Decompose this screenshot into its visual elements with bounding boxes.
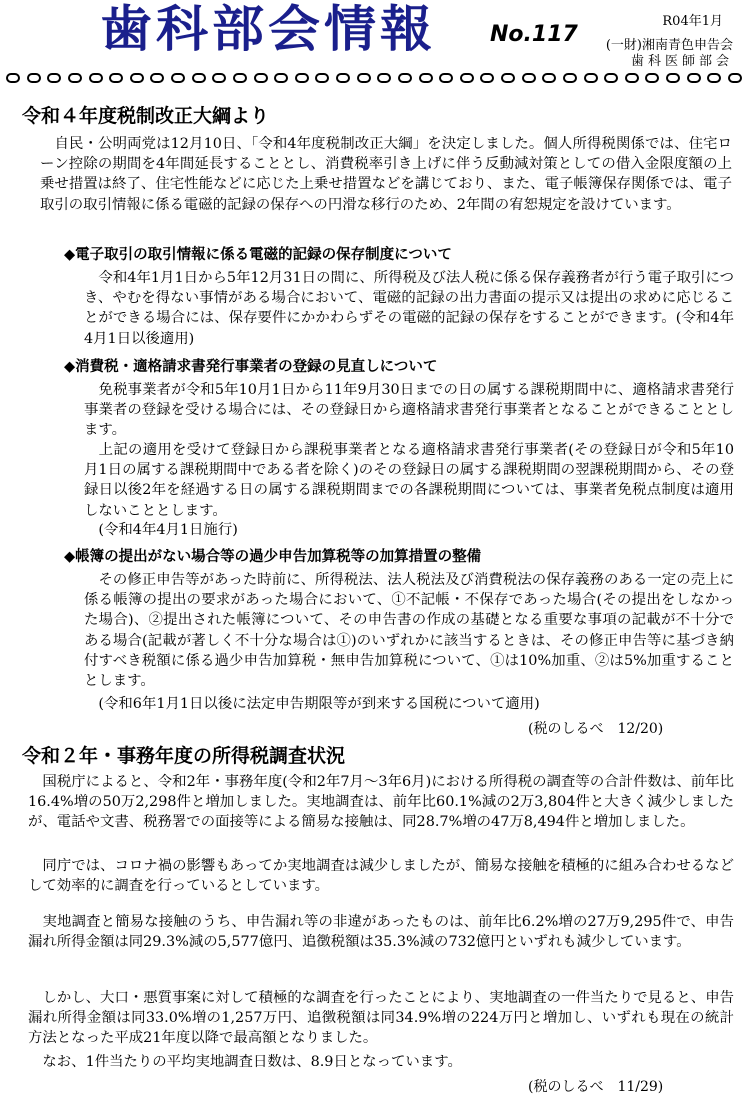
border-ornament [563, 73, 577, 83]
border-ornament [480, 73, 494, 83]
section1-heading: 令和４年度税制改正大綱より [22, 105, 270, 127]
section1-source: (税のしるべ 12/20) [528, 721, 664, 737]
border-ornament [357, 73, 371, 83]
border-ornament [645, 73, 659, 83]
border-ornament [584, 73, 598, 83]
section1-item2-body: 免税事業者が令和5年10月1日から11年9月30日までの日の属する課税期間中に、適格請求書発行事業者の登録を受ける場合には、その登録日から適格請求書発行事業者となることができることとします。 [84, 382, 734, 439]
border-ornament [212, 73, 226, 83]
border-ornament [707, 73, 721, 83]
section1-item2-body2: 上記の適用を受けて登録日から課税事業者となる適格請求書発行事業者(その登録日が令和5年10月1日の属する課税期間中である者を除く)のその登録日の属する課税期間の翌課税期間から、その登録日以後2年を経過する日の属する課税期間までの各課税期間については、事業者免税点制度は適用しないこととします。 [84, 442, 734, 519]
border-ornament [150, 73, 164, 83]
publisher-name: (一財)湘南青色申告会 [605, 38, 733, 53]
border-ornament [460, 73, 474, 83]
border-ornament [192, 73, 206, 83]
section1-item3-body: その修正申告等があった時前に、所得税法、法人税法及び消費税法の保存義務のある一定の売上に係る帳簿の提出の要求があった場合において、①不記帳・不保存であった場合(その提出をしなかった場合)、②提出された帳簿について、その申告書の作成の基礎となる重要な事項の記載が不十分である場合(記載が著しく不十分な場合は①)のいずれかに該当するときは、その修正申告等に基づき納付すべき税額に係る過少申告加算税・無申告加算税について、①は10%加重、②は5%加重することとします。 [84, 572, 734, 690]
border-ornament [377, 73, 391, 83]
section1-item1-body: 令和4年1月1日から5年12月31日の間に、所得税及び法人税に係る保存義務者が行う電子取引につき、やむを得ない事情がある場合において、電磁的記録の出力書面の提示又は提出の求めに応じることができる場合には、保存要件にかかわらずその電磁的記録の保存をすることができます。(令和4年4月1日以後適用) [84, 270, 734, 347]
border-ornament [687, 73, 701, 83]
border-ornament [501, 73, 515, 83]
issue-number: No.117 [490, 22, 578, 47]
border-ornament [604, 73, 618, 83]
section2-paragraph-4: しかし、大口・悪質事案に対して積極的な調査を行ったことにより、実地調査の一件当たりで見ると、申告漏れ所得金額は同33.0%増の1,257万円、追徴税額は同34.9%増の224万円と増加し、いずれも現在の統計方法となった平成21年度以降で最高額となりました。 [28, 990, 734, 1047]
border-ornament [398, 73, 412, 83]
section2-paragraph-3: 実地調査と簡易な接触のうち、申告漏れ等の非違があったものは、前年比6.2%増の27万9,295件で、申告漏れ所得金額は同29.3%減の5,577億円、追徴税額は35.3%減の732億円といずれも減少しています。 [28, 914, 734, 951]
section1-intro: 自民・公明両党は12月10日、「令和4年度税制改正大綱」を決定しました。個人所得税関係では、住宅ローン控除の期間を4年間延長することとし、消費税率引き上げに伴う反動減対策としての借入金限度額の上乗せ措置は終了、住宅性能などに応じた上乗せ措置などを講じており、また、電子帳簿保存関係では、電子取引の取引情報に係る電磁的記録の保存への円滑な移行のため、2年間の宥恕規定を設けています。 [40, 136, 732, 213]
section2-paragraph-2: 同庁では、コロナ禍の影響もあってか実地調査は減少しましたが、簡易な接触を積極的に組み合わせるなどして効率的に調査を行っているとしています。 [28, 858, 734, 895]
border-ornament [254, 73, 268, 83]
border-ornament [6, 73, 20, 83]
section2-source: (税のしるべ 11/29) [528, 1079, 664, 1095]
newsletter-title: 歯科部会情報 [100, 1, 437, 59]
border-ornament [295, 73, 309, 83]
section2-paragraph-5: なお、1件当たりの平均実地調査日数は、8.9日となっています。 [28, 1054, 462, 1070]
border-ornament [728, 73, 742, 83]
section1-item3-title: ◆帳簿の提出がない場合等の過少申告加算税等の加算措置の整備 [64, 549, 482, 565]
section1-item2-title: ◆消費税・適格請求書発行事業者の登録の見直しについて [64, 359, 438, 375]
publisher-division: 歯科医師部会 [630, 54, 733, 69]
border-ornament [89, 73, 103, 83]
border-ornament [336, 73, 350, 83]
border-ornament [522, 73, 536, 83]
border-ornament [315, 73, 329, 83]
border-ornament [130, 73, 144, 83]
border-ornament [233, 73, 247, 83]
section1-item3-effective: (令和6年1月1日以後に法定申告期限等が到来する国税について適用) [84, 696, 540, 712]
border-ornament [47, 73, 61, 83]
border-ornament [109, 73, 123, 83]
border-ornament [542, 73, 556, 83]
border-ornament [666, 73, 680, 83]
border-ornament [419, 73, 433, 83]
issue-date: R04年1月 [662, 14, 723, 29]
masthead [0, 0, 749, 69]
border-ornament [274, 73, 288, 83]
section1-item2-effective: (令和4年4月1日施行) [84, 522, 238, 538]
border-ornament [68, 73, 82, 83]
border-ornament [439, 73, 453, 83]
border-ornament [625, 73, 639, 83]
section1-item1-title: ◆電子取引の取引情報に係る電磁的記録の保存制度について [64, 247, 452, 263]
border-ornament [27, 73, 41, 83]
section2-heading: 令和２年・事務年度の所得税調査状況 [22, 745, 346, 767]
border-ornament [171, 73, 185, 83]
section2-paragraph-1: 国税庁によると、令和2年・事務年度(令和2年7月～3年6月)における所得税の調査等の合計件数は、前年比16.4%増の50万2,298件と増加しました。実地調査は、前年比60.1%減の2万3,804件と大きく減少しましたが、電話や文書、税務署での面接等による簡易な接触は、同28.7%増の47万8,494件と増加しました。 [28, 774, 734, 831]
decorative-border [6, 70, 742, 86]
